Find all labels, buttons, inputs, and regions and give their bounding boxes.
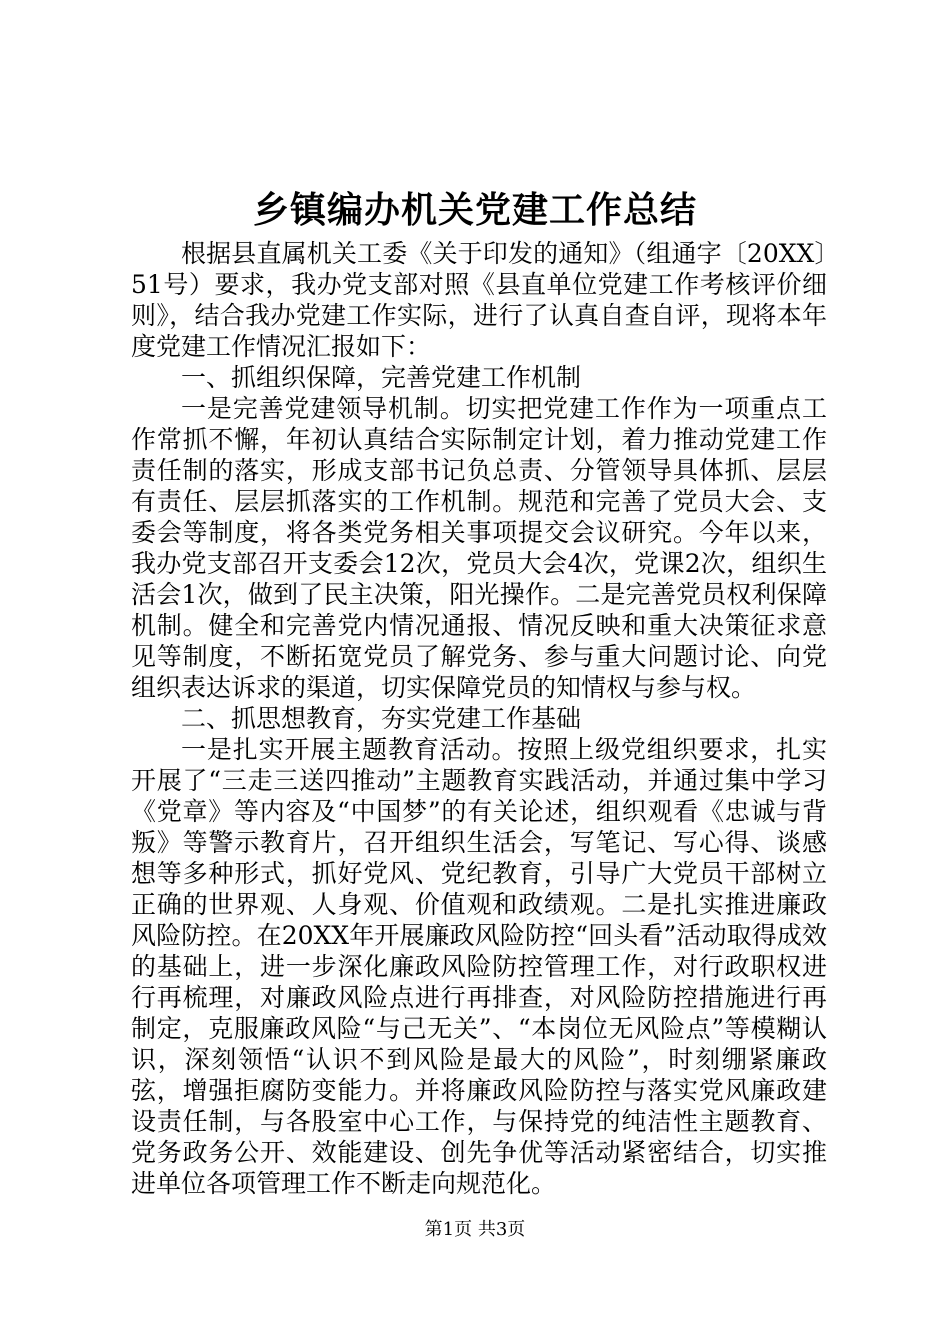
section-2-paragraph: 一是扎实开展主题教育活动。按照上级党组织要求，扎实开展了“三走三送四推动”主题教育实践活动，并通过集中学习《党章》等内容及“中国梦”的有关论述，组织观看《忠诚与背叛》等警示教育片，召开组织生活会，写笔记、写心得、谈感想等多种形式，抓好党风、党纪教育，引导广大党员干部树立正确的世界观、人身观、价值观和政绩观。二是扎实推进廉政风险防控。在20XX年开展廉政风险防控“回头看”活动取得成效的基础上，进一步深化廉政风险防控管理工作，对行政职权进行再梳理，对廉政风险点进行再排查，对风险防控措施进行再制定，克服廉政风险“与己无关”、“本岗位无风险点”等模糊认识，深刻领悟“认识不到风险是最大的风险”，时刻绷紧廉政弦，增强拒腐防变能力。并将廉政风险防控与落实党风廉政建设责任制，与各股室中心工作，与保持党的纯洁性主题教育、党务政务公开、效能建设、创先争优等活动紧密结合，切实推进单位各项管理工作不断走向规范化。	[131, 735, 827, 1198]
section-heading-2: 二、抓思想教育，夯实党建工作基础	[181, 704, 582, 733]
document-body	[131, 238, 827, 1199]
document-title: 乡镇编办机关党建工作总结	[252, 189, 697, 231]
intro-paragraph: 根据县直属机关工委《关于印发的通知》（组通字〔20XX〕51号）要求，我办党支部对照《县直单位党建工作考核评价细则》，结合我办党建工作实际，进行了认真自查自评，现将本年度党建工作情况汇报如下：	[131, 239, 827, 361]
page-number-footer: 第1页 共3页	[424, 1219, 526, 1240]
section-1-paragraph: 一是完善党建领导机制。切实把党建工作作为一项重点工作常抓不懈，年初认真结合实际制定计划，着力推动党建工作责任制的落实，形成支部书记负总责、分管领导具体抓、层层有责任、层层抓落实的工作机制。规范和完善了党员大会、支委会等制度，将各类党务相关事项提交会议研究。今年以来，我办党支部召开支委会12次，党员大会4次，党课2次，组织生活会1次，做到了民主决策，阳光操作。二是完善党员权利保障机制。健全和完善党内情况通报、情况反映和重大决策征求意见等制度，不断拓宽党员了解党务、参与重大问题讨论、向党组织表达诉求的渠道，切实保障党员的知情权与参与权。	[131, 394, 827, 702]
section-heading-1: 一、抓组织保障，完善党建工作机制	[181, 363, 582, 392]
